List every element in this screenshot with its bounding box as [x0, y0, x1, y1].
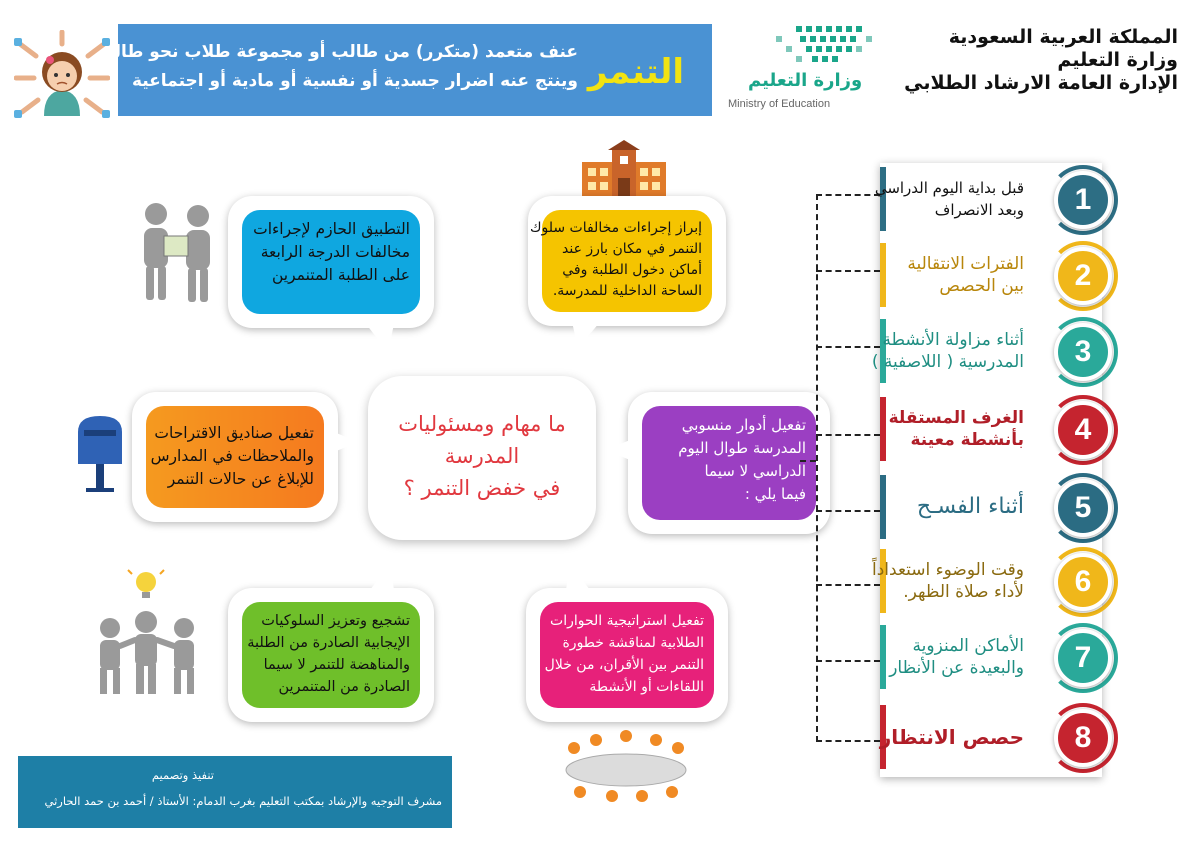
list-item-text — [907, 253, 1024, 297]
number-badge: 3 — [1054, 323, 1112, 381]
bubble-text — [252, 218, 410, 287]
organization-block — [904, 26, 1178, 95]
bubble-line: إبراز إجراءات مخالفات سلوك — [529, 220, 702, 236]
bubble-fill — [529, 210, 712, 312]
team-idea-icon — [82, 568, 212, 702]
bubble-text — [150, 414, 314, 491]
list-item-text — [875, 177, 1024, 221]
bubble-line: أماكن دخول الطلبة وفي — [562, 262, 702, 278]
central-question — [368, 408, 596, 504]
number-badge: 5 — [1054, 479, 1112, 537]
definition-line: وينتج عنه اضرار جسدية أو نفسية أو مادية أو اجتماعية — [131, 71, 578, 91]
connector — [816, 346, 880, 348]
central-question-line: ما مهام ومسئوليات — [398, 412, 566, 436]
list-item-line: حصص الانتظار — [879, 725, 1024, 749]
list-item-line: بأنشطة معينة — [910, 430, 1024, 450]
list-item-text — [880, 726, 1024, 748]
list-item — [871, 319, 1102, 383]
bullying-definition — [96, 38, 578, 96]
list-item — [880, 705, 1102, 769]
list-item-line: أثناء مزاولة الأنشطة — [882, 330, 1024, 350]
definition-line: عنف متعمد (متكرر) من طالب أو مجموعة طلاب نحو طالب — [96, 42, 578, 62]
mailbox-icon — [70, 412, 130, 498]
bubble-text — [544, 610, 704, 698]
connector-to-staff — [800, 460, 816, 462]
locations-list — [871, 163, 1102, 777]
bubble-text — [247, 610, 410, 698]
number-badge: 4 — [1054, 401, 1112, 459]
org-line: الإدارة العامة الارشاد الطلابي — [904, 72, 1178, 94]
bubble-line: والمناهضة للتنمر لا سيما — [263, 657, 410, 673]
central-question-line: المدرسة — [444, 444, 520, 468]
suggestion-boxes-bubble — [132, 392, 338, 522]
list-item-line: والبعيدة عن الأنظار — [889, 658, 1024, 678]
bubble-text — [652, 414, 806, 506]
list-item-line: وبعد الانصراف — [934, 201, 1024, 219]
bubble-tail — [572, 322, 600, 348]
definition-banner — [96, 24, 712, 116]
list-item — [872, 549, 1102, 613]
org-line: وزارة التعليم — [1057, 49, 1178, 71]
bubble-line: للإبلاغ عن حالات التنمر — [167, 470, 314, 488]
number-badge: 8 — [1054, 709, 1112, 767]
strict-enforcement-bubble — [228, 196, 434, 328]
list-item — [880, 475, 1102, 539]
credits-heading: تنفيذ وتصميم — [151, 768, 214, 782]
bubble-line: الطلابية لمناقشة خطورة — [562, 635, 704, 651]
list-item — [874, 167, 1102, 231]
bubble-line: الساحة الداخلية للمدرسة. — [552, 283, 702, 299]
number-badge: 2 — [1054, 247, 1112, 305]
bubble-tail — [366, 324, 394, 352]
bubble-tail — [606, 440, 630, 460]
bubble-line: تفعيل استراتيجية الحوارات — [550, 613, 704, 629]
bubble-line: الصادرة من المتنمرين — [278, 679, 410, 695]
bubble-line: التطبيق الحازم لإجراءات — [253, 220, 410, 238]
bubble-line: الدراسي لا سيما — [704, 462, 806, 480]
bubble-line: تفعيل أدوار منسوبي — [681, 416, 806, 434]
bubble-line: تفعيل صناديق الاقتراحات — [154, 424, 314, 442]
bullied-child-illustration — [14, 30, 110, 120]
list-item-line: وقت الوضوء استعداداً — [872, 560, 1024, 580]
ministry-name-ar: وزارة التعليم — [748, 70, 863, 91]
number-badge: 1 — [1054, 171, 1112, 229]
list-item-line: الفترات الانتقالية — [907, 254, 1024, 274]
number-badge: 7 — [1054, 629, 1112, 687]
bubble-tail — [370, 564, 394, 590]
connector — [816, 194, 880, 196]
list-item-text — [872, 329, 1024, 373]
list-item-line: لأداء صلاة الظهر. — [903, 582, 1024, 602]
connector — [816, 660, 880, 662]
list-item-text — [917, 496, 1024, 518]
list-item — [880, 243, 1102, 307]
bubble-fill — [642, 406, 816, 520]
list-item-line: أثناء الفسـح — [916, 494, 1024, 519]
bubble-line: على الطلبة المتنمرين — [272, 266, 410, 284]
bubble-tail — [566, 564, 590, 590]
bubble-fill — [242, 602, 420, 708]
credits-footer — [18, 756, 452, 828]
connector — [816, 584, 880, 586]
connector — [816, 510, 880, 512]
list-item-text — [872, 559, 1024, 603]
connector — [816, 740, 880, 742]
dialogue-strategy-bubble — [526, 588, 728, 722]
credits-author: مشرف التوجيه والإرشاد بمكتب التعليم بغرب الدمام: الأستاذ / أحمد بن حمد الحارثي — [44, 794, 442, 808]
org-line: المملكة العربية السعودية — [948, 26, 1178, 48]
number-badge: 6 — [1054, 553, 1112, 611]
list-item-text — [889, 635, 1024, 679]
staff-roles-bubble — [628, 392, 830, 534]
bubble-text — [529, 218, 702, 302]
list-item-line: قبل بداية اليوم الدراسي — [874, 179, 1024, 197]
connector — [816, 434, 880, 436]
list-item-line: المدرسية ( اللاصفية ) — [871, 352, 1024, 372]
bubble-line: المدرسة طوال اليوم — [678, 439, 806, 457]
connector — [816, 270, 880, 272]
central-question-line: في خفض التنمر ؟ — [403, 476, 561, 500]
bubble-line: والملاحظات في المدارس — [150, 447, 314, 465]
bubble-tail — [334, 432, 358, 452]
list-item-line: الأماكن المنزوية — [912, 636, 1024, 656]
bubble-fill — [146, 406, 324, 508]
ministry-name-en: Ministry of Education — [728, 98, 831, 110]
list-item-line: بين الحصص — [939, 276, 1024, 296]
bubble-line: التنمر في مكان بارز عند — [562, 241, 702, 257]
bubble-line: تشجيع وتعزيز السلوكيات — [261, 613, 410, 629]
central-question-bubble — [368, 376, 596, 540]
page-title: التنمر — [587, 52, 684, 92]
bubble-fill — [242, 210, 420, 314]
bubble-line: التنمر بين الأقران، من خلال — [544, 657, 704, 673]
school-building-icon — [574, 140, 674, 204]
bubble-fill — [540, 602, 714, 708]
bubble-line: الإيجابية الصادرة من الطلبة — [247, 635, 410, 651]
list-item-line: الغرف المستقلة — [888, 408, 1024, 428]
bubble-line: مخالفات الدرجة الرابعة — [260, 243, 410, 261]
bubble-line: فيما يلي : — [744, 485, 806, 503]
meeting-table-icon — [556, 728, 696, 808]
list-item — [880, 625, 1102, 689]
list-item — [880, 397, 1102, 461]
bubble-line: اللقاءات أو الأنشطة — [589, 679, 704, 695]
encourage-behaviors-bubble — [228, 588, 434, 722]
highlight-procedures-bubble — [528, 196, 726, 326]
people-document-icon — [130, 198, 226, 312]
list-item-text — [889, 407, 1024, 451]
